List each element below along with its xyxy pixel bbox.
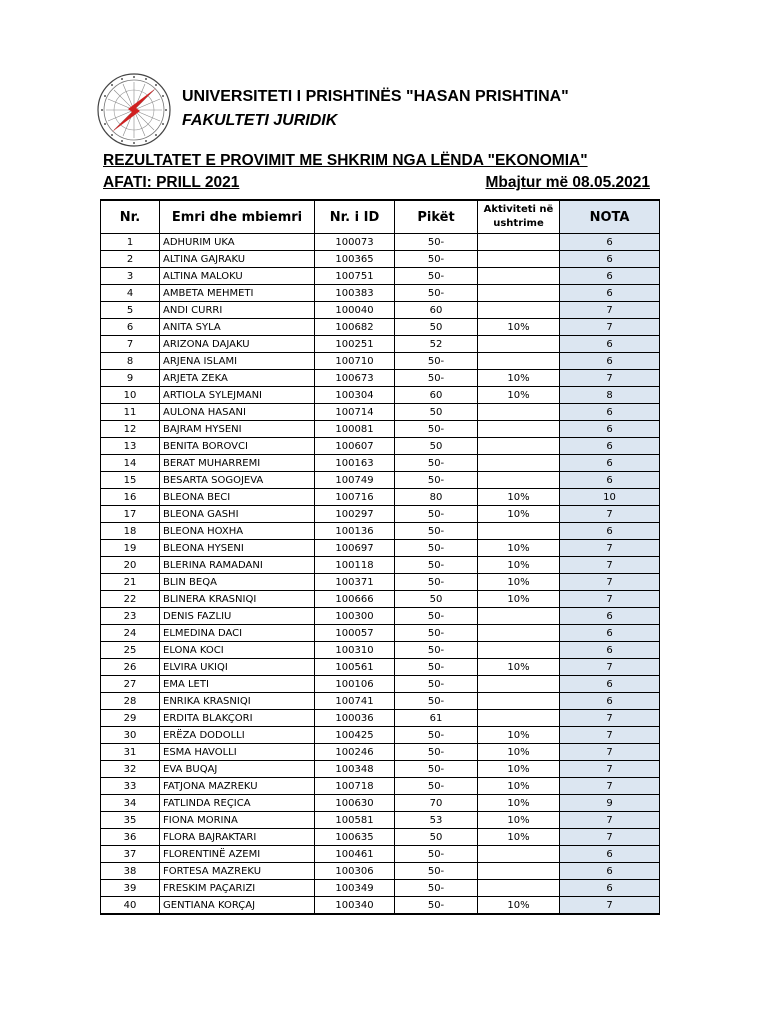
cell-grade: 6 — [560, 353, 660, 370]
cell-grade: 7 — [560, 591, 660, 608]
cell-nr: 35 — [101, 812, 160, 829]
header-name: Emri dhe mbiemri — [160, 200, 315, 234]
cell-id: 100673 — [315, 370, 395, 387]
cell-name: ARJENA ISLAMI — [160, 353, 315, 370]
cell-name: ENRIKA KRASNIQI — [160, 693, 315, 710]
cell-points: 70 — [395, 795, 478, 812]
cell-activity — [478, 302, 560, 319]
cell-points: 61 — [395, 710, 478, 727]
cell-points: 60 — [395, 302, 478, 319]
table-row — [101, 829, 660, 846]
cell-id: 100751 — [315, 268, 395, 285]
faculty-name: FAKULTETI JURIDIK — [182, 112, 338, 129]
cell-activity — [478, 455, 560, 472]
table-row — [101, 438, 660, 455]
cell-points: 50- — [395, 285, 478, 302]
header-grade: NOTA — [560, 200, 660, 234]
table-row — [101, 642, 660, 659]
cell-id: 100461 — [315, 846, 395, 863]
cell-id: 100348 — [315, 761, 395, 778]
cell-grade: 7 — [560, 744, 660, 761]
cell-id: 100304 — [315, 387, 395, 404]
table-row — [101, 285, 660, 302]
cell-points: 50- — [395, 268, 478, 285]
cell-nr: 1 — [101, 234, 160, 251]
cell-activity — [478, 438, 560, 455]
cell-nr: 27 — [101, 676, 160, 693]
cell-points: 50- — [395, 846, 478, 863]
cell-name: BLEONA BECI — [160, 489, 315, 506]
cell-id: 100714 — [315, 404, 395, 421]
cell-points: 50- — [395, 506, 478, 523]
cell-activity — [478, 523, 560, 540]
cell-name: ERDITA BLAKÇORI — [160, 710, 315, 727]
cell-points: 50- — [395, 642, 478, 659]
table-row — [101, 574, 660, 591]
cell-name: EMA LETI — [160, 676, 315, 693]
cell-grade: 7 — [560, 829, 660, 846]
cell-points: 50- — [395, 863, 478, 880]
cell-nr: 34 — [101, 795, 160, 812]
cell-id: 100635 — [315, 829, 395, 846]
cell-grade: 7 — [560, 370, 660, 387]
cell-name: ARJETA ZEKA — [160, 370, 315, 387]
table-row — [101, 591, 660, 608]
cell-activity — [478, 268, 560, 285]
cell-points: 50- — [395, 234, 478, 251]
cell-name: ALTINA GAJRAKU — [160, 251, 315, 268]
cell-activity: 10% — [478, 659, 560, 676]
cell-points: 60 — [395, 387, 478, 404]
cell-activity: 10% — [478, 761, 560, 778]
cell-activity — [478, 353, 560, 370]
cell-nr: 15 — [101, 472, 160, 489]
table-row — [101, 625, 660, 642]
cell-points: 50- — [395, 523, 478, 540]
cell-activity: 10% — [478, 778, 560, 795]
cell-name: AULONA HASANI — [160, 404, 315, 421]
cell-nr: 20 — [101, 557, 160, 574]
cell-name: ANDI CURRI — [160, 302, 315, 319]
table-row — [101, 812, 660, 829]
cell-activity — [478, 472, 560, 489]
cell-activity: 10% — [478, 557, 560, 574]
cell-grade: 7 — [560, 540, 660, 557]
table-row — [101, 557, 660, 574]
cell-nr: 13 — [101, 438, 160, 455]
cell-name: GENTIANA KORÇAJ — [160, 897, 315, 915]
cell-grade: 6 — [560, 438, 660, 455]
cell-nr: 30 — [101, 727, 160, 744]
table-row — [101, 353, 660, 370]
cell-points: 50- — [395, 659, 478, 676]
table-row — [101, 370, 660, 387]
cell-activity: 10% — [478, 829, 560, 846]
cell-name: BLERINA RAMADANI — [160, 557, 315, 574]
cell-id: 100163 — [315, 455, 395, 472]
table-row — [101, 472, 660, 489]
cell-activity: 10% — [478, 370, 560, 387]
cell-name: ARIZONA DAJAKU — [160, 336, 315, 353]
table-row — [101, 710, 660, 727]
cell-nr: 36 — [101, 829, 160, 846]
cell-nr: 28 — [101, 693, 160, 710]
cell-id: 100697 — [315, 540, 395, 557]
table-row — [101, 319, 660, 336]
cell-name: FATLINDA REÇICA — [160, 795, 315, 812]
header-nr: Nr. — [101, 200, 160, 234]
cell-points: 50- — [395, 574, 478, 591]
table-row — [101, 404, 660, 421]
cell-grade: 6 — [560, 285, 660, 302]
cell-activity — [478, 693, 560, 710]
cell-id: 100371 — [315, 574, 395, 591]
table-row — [101, 863, 660, 880]
cell-grade: 6 — [560, 455, 660, 472]
cell-name: FLORA BAJRAKTARI — [160, 829, 315, 846]
cell-nr: 14 — [101, 455, 160, 472]
cell-points: 50- — [395, 744, 478, 761]
cell-nr: 37 — [101, 846, 160, 863]
table-row — [101, 540, 660, 557]
table-row — [101, 795, 660, 812]
cell-activity — [478, 642, 560, 659]
cell-id: 100607 — [315, 438, 395, 455]
cell-points: 50 — [395, 438, 478, 455]
cell-nr: 18 — [101, 523, 160, 540]
cell-id: 100682 — [315, 319, 395, 336]
table-header-row — [101, 200, 660, 234]
cell-grade: 6 — [560, 693, 660, 710]
cell-activity: 10% — [478, 574, 560, 591]
cell-nr: 11 — [101, 404, 160, 421]
table-row — [101, 455, 660, 472]
cell-points: 50- — [395, 625, 478, 642]
cell-id: 100741 — [315, 693, 395, 710]
cell-id: 100306 — [315, 863, 395, 880]
cell-nr: 7 — [101, 336, 160, 353]
cell-points: 53 — [395, 812, 478, 829]
cell-grade: 7 — [560, 506, 660, 523]
cell-id: 100300 — [315, 608, 395, 625]
cell-grade: 7 — [560, 778, 660, 795]
cell-grade: 7 — [560, 302, 660, 319]
cell-grade: 6 — [560, 421, 660, 438]
cell-activity: 10% — [478, 540, 560, 557]
cell-nr: 26 — [101, 659, 160, 676]
cell-grade: 7 — [560, 761, 660, 778]
cell-activity — [478, 863, 560, 880]
cell-activity — [478, 710, 560, 727]
cell-grade: 7 — [560, 710, 660, 727]
table-row — [101, 336, 660, 353]
cell-id: 100365 — [315, 251, 395, 268]
cell-name: ARTIOLA SYLEJMANI — [160, 387, 315, 404]
cell-name: FATJONA MAZREKU — [160, 778, 315, 795]
table-row — [101, 523, 660, 540]
cell-activity: 10% — [478, 795, 560, 812]
cell-id: 100073 — [315, 234, 395, 251]
cell-activity: 10% — [478, 319, 560, 336]
cell-id: 100251 — [315, 336, 395, 353]
cell-points: 50- — [395, 676, 478, 693]
cell-id: 100425 — [315, 727, 395, 744]
cell-activity: 10% — [478, 387, 560, 404]
cell-activity — [478, 676, 560, 693]
table-row — [101, 744, 660, 761]
cell-points: 50- — [395, 693, 478, 710]
cell-points: 52 — [395, 336, 478, 353]
cell-nr: 17 — [101, 506, 160, 523]
cell-grade: 6 — [560, 523, 660, 540]
cell-id: 100310 — [315, 642, 395, 659]
cell-points: 50 — [395, 591, 478, 608]
cell-nr: 31 — [101, 744, 160, 761]
cell-points: 50- — [395, 727, 478, 744]
cell-id: 100718 — [315, 778, 395, 795]
cell-points: 50- — [395, 540, 478, 557]
cell-name: ELONA KOCI — [160, 642, 315, 659]
cell-id: 100118 — [315, 557, 395, 574]
cell-points: 50- — [395, 557, 478, 574]
cell-points: 50- — [395, 778, 478, 795]
cell-points: 50- — [395, 251, 478, 268]
table-row — [101, 251, 660, 268]
cell-nr: 33 — [101, 778, 160, 795]
cell-id: 100561 — [315, 659, 395, 676]
exam-date: Mbajtur më 08.05.2021 — [485, 174, 650, 191]
cell-activity — [478, 880, 560, 897]
cell-grade: 7 — [560, 812, 660, 829]
cell-grade: 6 — [560, 268, 660, 285]
cell-points: 50- — [395, 761, 478, 778]
university-name: UNIVERSITETI I PRISHTINËS "HASAN PRISHTINA" — [182, 88, 569, 105]
university-seal-icon — [96, 72, 172, 148]
cell-id: 100081 — [315, 421, 395, 438]
cell-id: 100297 — [315, 506, 395, 523]
cell-name: FIONA MORINA — [160, 812, 315, 829]
cell-nr: 29 — [101, 710, 160, 727]
cell-id: 100666 — [315, 591, 395, 608]
table-row — [101, 608, 660, 625]
cell-name: ELMEDINA DACI — [160, 625, 315, 642]
cell-name: BENITA BOROVCI — [160, 438, 315, 455]
cell-name: BESARTA SOGOJEVA — [160, 472, 315, 489]
cell-activity: 10% — [478, 489, 560, 506]
cell-activity — [478, 336, 560, 353]
cell-grade: 9 — [560, 795, 660, 812]
cell-grade: 7 — [560, 574, 660, 591]
cell-activity — [478, 285, 560, 302]
cell-id: 100340 — [315, 897, 395, 915]
table-row — [101, 268, 660, 285]
cell-activity — [478, 251, 560, 268]
cell-id: 100716 — [315, 489, 395, 506]
cell-points: 50- — [395, 608, 478, 625]
cell-name: FLORENTINË AZEMI — [160, 846, 315, 863]
results-table — [100, 199, 660, 915]
header-activity: Aktiviteti në ushtrime — [478, 200, 560, 234]
cell-nr: 32 — [101, 761, 160, 778]
table-row — [101, 778, 660, 795]
cell-activity: 10% — [478, 727, 560, 744]
document-header — [96, 72, 696, 148]
cell-name: BLINERA KRASNIQI — [160, 591, 315, 608]
cell-nr: 8 — [101, 353, 160, 370]
cell-name: BLEONA HOXHA — [160, 523, 315, 540]
cell-name: ELVIRA UKIQI — [160, 659, 315, 676]
cell-nr: 23 — [101, 608, 160, 625]
cell-activity: 10% — [478, 744, 560, 761]
cell-points: 50- — [395, 880, 478, 897]
cell-nr: 22 — [101, 591, 160, 608]
cell-activity — [478, 625, 560, 642]
exam-title: REZULTATET E PROVIMIT ME SHKRIM NGA LËNDA "EKONOMIA" — [103, 152, 588, 169]
cell-nr: 39 — [101, 880, 160, 897]
cell-name: FRESKIM PAÇARIZI — [160, 880, 315, 897]
cell-activity: 10% — [478, 812, 560, 829]
cell-nr: 19 — [101, 540, 160, 557]
cell-grade: 6 — [560, 608, 660, 625]
table-row — [101, 489, 660, 506]
cell-grade: 6 — [560, 642, 660, 659]
cell-name: EVA BUQAJ — [160, 761, 315, 778]
cell-id: 100581 — [315, 812, 395, 829]
cell-activity: 10% — [478, 506, 560, 523]
cell-name: ANITA SYLA — [160, 319, 315, 336]
cell-nr: 38 — [101, 863, 160, 880]
table-row — [101, 421, 660, 438]
cell-grade: 7 — [560, 557, 660, 574]
cell-activity: 10% — [478, 897, 560, 915]
cell-nr: 3 — [101, 268, 160, 285]
cell-id: 100036 — [315, 710, 395, 727]
cell-id: 100349 — [315, 880, 395, 897]
cell-grade: 6 — [560, 336, 660, 353]
cell-points: 50- — [395, 472, 478, 489]
cell-nr: 25 — [101, 642, 160, 659]
cell-activity: 10% — [478, 591, 560, 608]
cell-activity — [478, 608, 560, 625]
cell-id: 100136 — [315, 523, 395, 540]
cell-grade: 7 — [560, 727, 660, 744]
cell-grade: 6 — [560, 472, 660, 489]
exam-session: AFATI: PRILL 2021 — [103, 174, 240, 191]
cell-points: 50 — [395, 404, 478, 421]
cell-nr: 21 — [101, 574, 160, 591]
cell-id: 100246 — [315, 744, 395, 761]
cell-activity — [478, 421, 560, 438]
cell-points: 50- — [395, 353, 478, 370]
table-row — [101, 387, 660, 404]
table-row — [101, 302, 660, 319]
cell-name: DENIS FAZLIU — [160, 608, 315, 625]
cell-nr: 2 — [101, 251, 160, 268]
cell-nr: 16 — [101, 489, 160, 506]
cell-name: BLEONA HYSENI — [160, 540, 315, 557]
cell-points: 50- — [395, 455, 478, 472]
cell-nr: 9 — [101, 370, 160, 387]
table-row — [101, 693, 660, 710]
cell-activity — [478, 846, 560, 863]
cell-nr: 4 — [101, 285, 160, 302]
cell-id: 100106 — [315, 676, 395, 693]
cell-name: AMBETA MEHMETI — [160, 285, 315, 302]
session-row — [103, 174, 650, 194]
cell-points: 50- — [395, 897, 478, 915]
table-row — [101, 880, 660, 897]
cell-points: 50 — [395, 829, 478, 846]
cell-grade: 7 — [560, 319, 660, 336]
cell-points: 50- — [395, 370, 478, 387]
cell-grade: 6 — [560, 863, 660, 880]
table-row — [101, 659, 660, 676]
header-id: Nr. i ID — [315, 200, 395, 234]
cell-name: FORTESA MAZREKU — [160, 863, 315, 880]
cell-grade: 6 — [560, 676, 660, 693]
cell-activity — [478, 404, 560, 421]
table-row — [101, 506, 660, 523]
cell-name: BLIN BEQA — [160, 574, 315, 591]
cell-grade: 6 — [560, 625, 660, 642]
cell-id: 100383 — [315, 285, 395, 302]
table-row — [101, 761, 660, 778]
cell-id: 100749 — [315, 472, 395, 489]
cell-nr: 5 — [101, 302, 160, 319]
cell-name: BLEONA GASHI — [160, 506, 315, 523]
cell-name: ALTINA MALOKU — [160, 268, 315, 285]
cell-grade: 6 — [560, 251, 660, 268]
cell-grade: 10 — [560, 489, 660, 506]
cell-grade: 8 — [560, 387, 660, 404]
cell-id: 100630 — [315, 795, 395, 812]
cell-points: 50- — [395, 421, 478, 438]
cell-nr: 10 — [101, 387, 160, 404]
table-row — [101, 727, 660, 744]
cell-grade: 6 — [560, 404, 660, 421]
cell-name: BAJRAM HYSENI — [160, 421, 315, 438]
cell-name: BERAT MUHARREMI — [160, 455, 315, 472]
cell-id: 100057 — [315, 625, 395, 642]
header-points: Pikët — [395, 200, 478, 234]
cell-grade: 6 — [560, 846, 660, 863]
cell-grade: 7 — [560, 659, 660, 676]
cell-nr: 40 — [101, 897, 160, 915]
cell-nr: 6 — [101, 319, 160, 336]
cell-id: 100040 — [315, 302, 395, 319]
cell-name: ADHURIM UKA — [160, 234, 315, 251]
cell-name: ESMA HAVOLLI — [160, 744, 315, 761]
cell-id: 100710 — [315, 353, 395, 370]
cell-activity — [478, 234, 560, 251]
cell-nr: 24 — [101, 625, 160, 642]
table-row — [101, 234, 660, 251]
cell-points: 50 — [395, 319, 478, 336]
cell-grade: 7 — [560, 897, 660, 915]
cell-grade: 6 — [560, 880, 660, 897]
cell-name: ERËZA DODOLLI — [160, 727, 315, 744]
table-row — [101, 846, 660, 863]
table-row — [101, 897, 660, 915]
cell-points: 80 — [395, 489, 478, 506]
cell-grade: 6 — [560, 234, 660, 251]
table-row — [101, 676, 660, 693]
cell-nr: 12 — [101, 421, 160, 438]
